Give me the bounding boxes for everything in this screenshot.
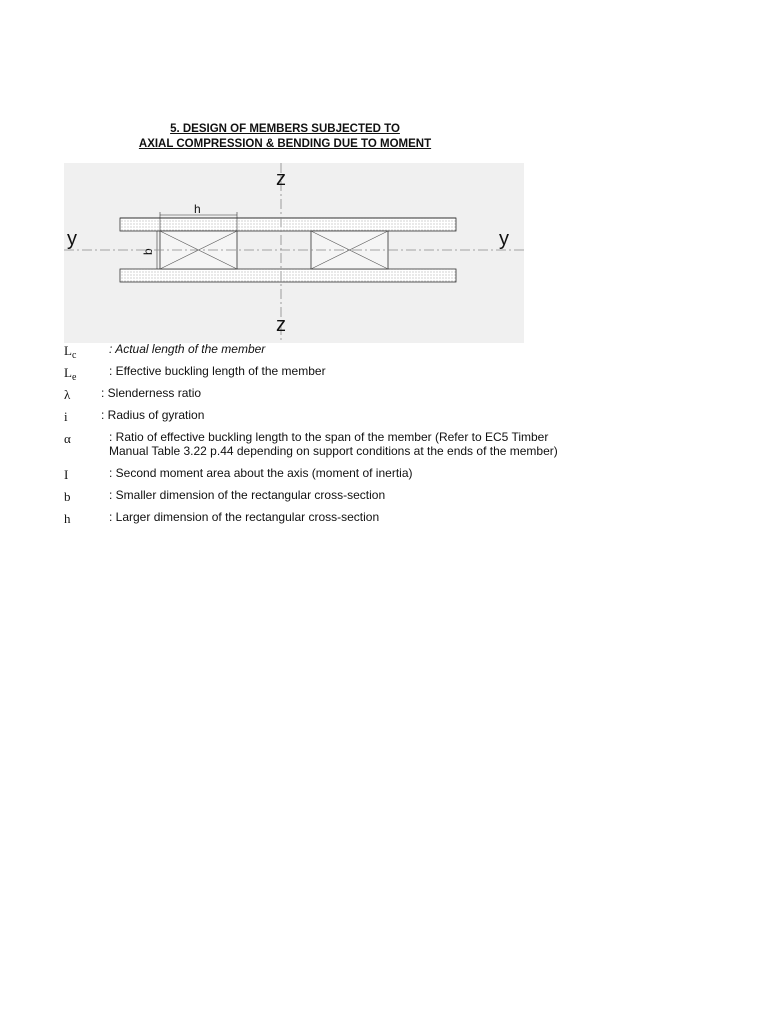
dimension-b-label: b <box>141 248 155 255</box>
axis-y-right-label: y <box>499 228 509 250</box>
dimension-h-label: h <box>194 202 201 216</box>
title-line-1: 5. DESIGN OF MEMBERS SUBJECTED TO <box>170 123 400 135</box>
definition-text: : Smaller dimension of the rectangular cross-section <box>109 488 386 502</box>
definition-text: : Actual length of the member <box>109 342 266 356</box>
symbol-lambda: λ <box>64 387 71 402</box>
symbol-le: $L_e$ <box>64 365 77 383</box>
symbol-i: i <box>64 409 68 424</box>
symbol-h: h <box>64 511 71 526</box>
top-flange <box>120 218 456 231</box>
axis-y-left-label: y <box>67 228 77 250</box>
diagram-background <box>64 163 524 343</box>
symbol-b: b <box>64 489 71 504</box>
definition-text: : Radius of gyration <box>101 408 205 422</box>
definition-text: : Larger dimension of the rectangular cross-section <box>109 510 380 524</box>
symbol-alpha: α <box>64 431 71 446</box>
title-line-2: AXIAL COMPRESSION & BENDING DUE TO MOMENT <box>138 138 432 150</box>
bottom-flange <box>120 269 456 282</box>
definition-text: : Slenderness ratio <box>101 386 202 400</box>
definition-text: : Ratio of effective buckling length to the span of the member (Refer to EC5 Timber Manual Table 3.22 p.44 depending on support conditions at the ends of the member) <box>109 430 558 458</box>
symbol-inertia: I <box>64 467 69 482</box>
symbol-lc: $L_c$ <box>64 343 77 361</box>
document-title <box>64 122 506 152</box>
axis-z-top-label: z <box>276 168 286 190</box>
cross-section-diagram <box>64 163 524 343</box>
definition-text: : Effective buckling length of the member <box>109 364 326 378</box>
definition-text: : Second moment area about the axis (moment of inertia) <box>109 466 413 480</box>
axis-z-bottom-label: z <box>276 314 286 336</box>
cross-section-drawing <box>64 163 524 343</box>
